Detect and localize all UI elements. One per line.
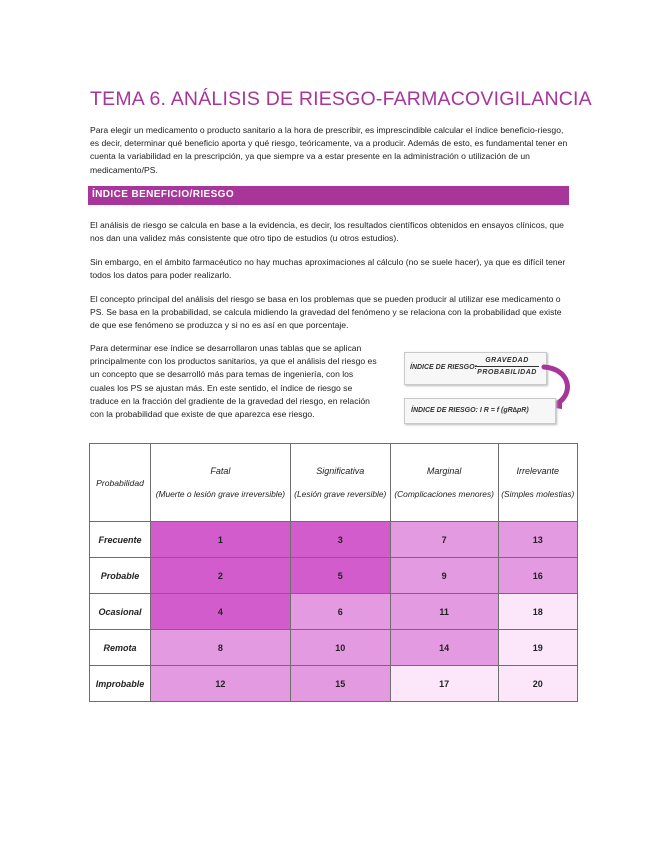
risk-cell: 8 — [151, 630, 291, 666]
risk-cell: 9 — [390, 558, 498, 594]
column-header-marginal — [390, 444, 498, 522]
column-header-fatal — [151, 444, 291, 522]
risk-cell: 10 — [290, 630, 390, 666]
paragraph-4: Para determinar ese índice se desarrollaron unas tablas que se aplican principalmente con los productos sanitarios, ya que el análisis del riesgo es un concepto que se desarrolló más para temas de ingeniería, con los cuales los PS se ajustan más. En este sentido, el índice de riesgo se traduce en la fracción del gradiente de la gravedad del riesgo, en relación con la probabilidad que existe de que aparezca ese riesgo. — [90, 343, 377, 420]
risk-cell: 19 — [498, 630, 577, 666]
risk-cell: 7 — [390, 522, 498, 558]
formula-denominator: PROBABILIDAD — [477, 369, 537, 376]
table-header-row — [90, 444, 578, 522]
risk-cell: 16 — [498, 558, 577, 594]
table-row — [90, 594, 578, 630]
risk-cell: 2 — [151, 558, 291, 594]
formula-label: ÍNDICE DE RIESGO: — [410, 364, 477, 371]
column-description: (Simples molestias) — [501, 488, 575, 499]
paragraph-3: El concepto principal del análisis del riesgo se basa en los problemas que se pueden producir al utilizar ese medicamento o PS. Se basa en la probabilidad, se calcula midiendo la gravedad del fenómeno y se relaciona con la probabilidad que existe de que ese fenómeno se produzca y si no es así en que porcentaje. — [90, 294, 562, 331]
risk-cell: 13 — [498, 522, 577, 558]
risk-cell: 18 — [498, 594, 577, 630]
column-name: Fatal — [210, 465, 231, 476]
column-name: Irrelevante — [516, 465, 560, 476]
paragraph-2: Sin embargo, en el ámbito farmacéutico no hay muchas aproximaciones al cálculo (no se suele hacer), ya que es difícil tener todos los datos para poder realizarlo. — [90, 257, 566, 281]
row-label: Improbable — [90, 666, 151, 702]
risk-cell: 17 — [390, 666, 498, 702]
risk-cell: 20 — [498, 666, 577, 702]
column-description: (Lesión grave reversible) — [294, 488, 387, 499]
table-row — [90, 630, 578, 666]
risk-cell: 3 — [290, 522, 390, 558]
risk-matrix-table — [89, 443, 578, 702]
column-description: (Complicaciones menores) — [394, 488, 494, 499]
table-row — [90, 666, 578, 702]
risk-cell: 5 — [290, 558, 390, 594]
column-name: Significativa — [316, 465, 365, 476]
risk-cell: 14 — [390, 630, 498, 666]
risk-cell: 6 — [290, 594, 390, 630]
formula-box-fraction — [404, 352, 547, 385]
table-corner-header: Probabilidad — [90, 444, 151, 522]
column-header-significativa — [290, 444, 390, 522]
page-title: TEMA 6. ANÁLISIS DE RIESGO-FARMACOVIGILANCIA — [90, 88, 592, 110]
formula-function: ÍNDICE DE RIESGO: I R = f (gR∆pR) — [411, 407, 529, 414]
row-label: Probable — [90, 558, 151, 594]
row-label: Ocasional — [90, 594, 151, 630]
section-heading: ÍNDICE BENEFICIO/RIESGO — [92, 189, 234, 200]
table-row — [90, 558, 578, 594]
risk-cell: 4 — [151, 594, 291, 630]
row-label: Remota — [90, 630, 151, 666]
column-description: (Muerte o lesión grave irreversible) — [155, 488, 286, 499]
formula-fraction — [475, 357, 539, 376]
risk-cell: 1 — [151, 522, 291, 558]
column-header-irrelevante — [498, 444, 577, 522]
table-row — [90, 522, 578, 558]
formula-numerator: GRAVEDAD — [475, 357, 539, 367]
intro-paragraph: Para elegir un medicamento o producto sanitario a la hora de prescribir, es imprescindible calcular el índice beneficio-riesgo, es decir, determinar qué beneficio aporta y qué riesgo, teóricamente, va a producir. Además de esto, es fundamental tener en cuenta la variabilidad en la prescripción, ya que siempre va a estar presente en la administración o utilización de un medicamento/PS. — [90, 125, 568, 175]
section-heading-band — [88, 186, 569, 205]
column-name: Marginal — [426, 465, 462, 476]
risk-cell: 11 — [390, 594, 498, 630]
risk-cell: 15 — [290, 666, 390, 702]
risk-cell: 12 — [151, 666, 291, 702]
row-label: Frecuente — [90, 522, 151, 558]
paragraph-1: El análisis de riesgo se calcula en base a la evidencia, es decir, los resultados científicos obtenidos en ensayos clínicos, que nos dan una validez más consistente que otro tipo de estudios (u otros estudios). — [90, 220, 564, 244]
formula-box-function — [404, 398, 556, 424]
